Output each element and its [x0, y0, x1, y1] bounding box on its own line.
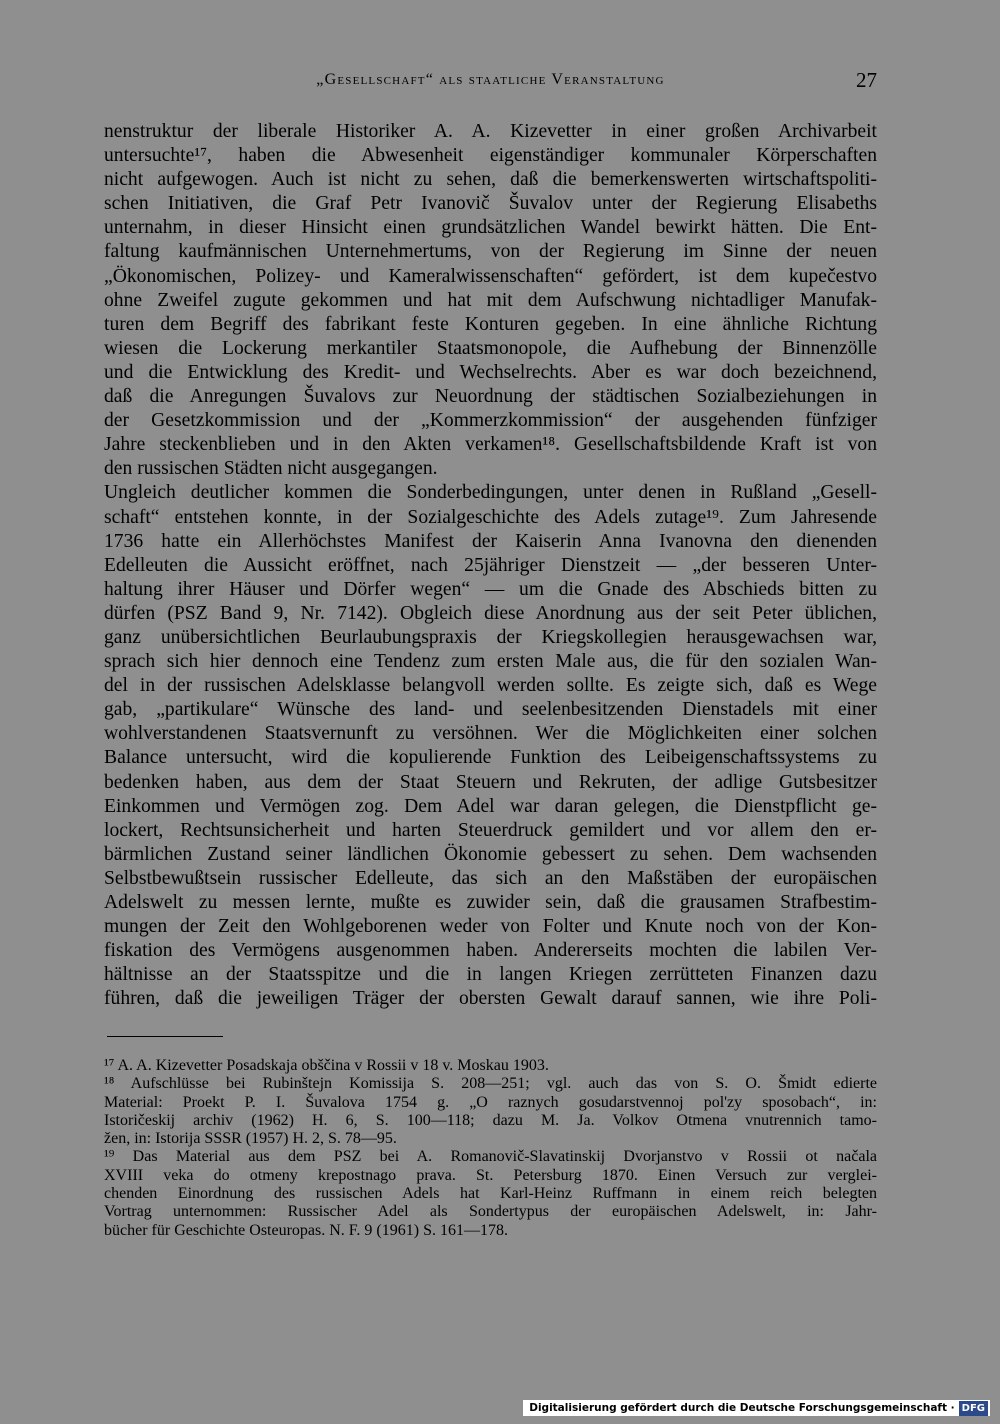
text-line: führen, daß die jeweiligen Träger der obersten Gewalt darauf sannen, wie ihre Poli- — [104, 988, 877, 1010]
text-line: den russischen Städten nicht ausgegangen. — [104, 458, 438, 480]
footnote-line: bücher für Geschichte Osteuropas. N. F. 9 (1961) S. 161—178. — [104, 1221, 508, 1239]
text-line: ganz unübersichtlichen Beurlaubungspraxis der Kriegskollegien herausgewachsen war, — [104, 626, 877, 648]
text-line: turen dem Begriff des fabrikant feste Konturen gegeben. In eine ähnliche Richtung — [104, 313, 877, 335]
text-line: bedenken haben, aus dem der Staat Steuern und Rekruten, der adlige Gutsbesitzer — [104, 771, 877, 793]
text-line: Adelswelt zu messen lernte, mußte es zuwider sein, daß die grausamen Strafbestim- — [104, 892, 877, 913]
footnotes-block — [104, 1057, 877, 1240]
text-line: nicht aufgewogen. Auch ist nicht zu sehen, daß die bemerkenswerten wirtschaftspoliti- — [104, 169, 877, 191]
text-line: dürfen (PSZ Band 9, Nr. 7142). Obgleich diese Anordnung aus der seit Peter üblichen, — [104, 602, 877, 624]
text-line: haltung ihrer Häuser und Dörfer wegen“ — um die Gnade des Abschieds bitten zu — [104, 578, 877, 600]
footnote-line: chenden Einordnung des russischen Adels hat Karl-Heinz Ruffmann in einem reich belegten — [104, 1185, 877, 1203]
text-line: daß die Anregungen Šuvalovs zur Neuordnung der städtischen Sozialbeziehungen in — [104, 386, 877, 408]
text-line: gab, „partikulare“ Wünsche des land- und seelenbesitzenden Dienstadels mit einer — [104, 699, 877, 721]
main-text-block — [104, 120, 877, 1011]
running-title: „Gesellschaft“ als staatliche Veranstaltung — [316, 71, 665, 88]
text-line: sprach sich hier dennoch eine Tendenz zum ersten Male aus, die für den sozialen Wan- — [104, 651, 877, 673]
text-line: Selbstbewußtsein russischer Edelleute, das sich an den Maßstäben der europäischen — [104, 867, 877, 889]
text-line: fiskation des Vermögens ausgenommen haben. Andererseits mochten die labilen Ver- — [104, 940, 877, 962]
text-line: faltung kaufmännischen Unternehmertums, von der Regierung im Sinne der neuen — [104, 241, 877, 263]
text-line: untersuchte¹⁷, haben die Abwesenheit eigenständiger kommunaler Körperschaften — [104, 145, 877, 167]
footer-banner-text: Digitalisierung gefördert durch die Deutsche Forschungsgemeinschaft · — [529, 1402, 955, 1414]
footnote-line: XVIII veka do otmeny krepostnago prava. St. Petersburg 1870. Einen Versuch zur verglei- — [104, 1166, 877, 1184]
text-line: Jahre steckenblieben und in den Akten verkamen¹⁸. Gesellschaftsbildende Kraft ist von — [104, 434, 877, 456]
page-header — [104, 68, 877, 96]
page-number: 27 — [856, 68, 877, 92]
text-line: Einkommen und Vermögen zog. Dem Adel war daran gelegen, die Dienstpflicht ge- — [104, 795, 877, 817]
footnote-line: ¹⁷ A. A. Kizevetter Posadskaja obščina v Rossii v 18 v. Moskau 1903. — [104, 1057, 549, 1074]
text-line: unternahm, in dieser Hinsicht einen grundsätzlichen Wandel bewirkt hätten. Die Ent- — [104, 217, 877, 239]
text-line: wiesen die Lockerung merkantiler Staatsmonopole, die Aufhebung der Binnenzölle — [104, 337, 877, 359]
text-line: bärmlichen Zustand seiner ländlichen Ökonomie gebessert zu sehen. Dem wachsenden — [104, 843, 877, 865]
text-line: der Gesetzkommission und der „Kommerzkommission“ der ausgehenden fünfziger — [104, 410, 877, 432]
footnote-divider — [107, 1036, 223, 1037]
text-line: schaft“ entstehen konnte, in der Sozialgeschichte des Adels zutage¹⁹. Zum Jahresende — [104, 506, 877, 528]
text-line: „Ökonomischen, Polizey- und Kameralwissenschaften“ gefördert, ist dem kupečestvo — [104, 265, 877, 287]
text-line: ohne Zweifel zugute gekommen und hat mit dem Aufschwung nichtadliger Manufak- — [104, 289, 877, 311]
text-line: lockert, Rechtsunsicherheit und harten Steuerdruck gemildert und vor allem den er- — [104, 819, 877, 841]
text-line: hältnisse an der Staatsspitze und die in langen Kriegen zerrütteten Finanzen dazu — [104, 964, 877, 986]
footnote-line: ¹⁹ Das Material aus dem PSZ bei A. Romanovič-Slavatinskij Dvorjanstvo v Rossii ot načala — [104, 1148, 877, 1166]
footnote-line: žen, in: Istorija SSSR (1957) H. 2, S. 78—95. — [104, 1130, 397, 1148]
text-line: wohlverstandenen Staatsvernunft zu versöhnen. Wer die Möglichkeiten einer solchen — [104, 723, 877, 745]
text-line: nenstruktur der liberale Historiker A. A. Kizevetter in einer großen Archivarbeit — [104, 121, 877, 142]
text-line: 1736 hatte ein Allerhöchstes Manifest der Kaiserin Anna Ivanovna den dienenden — [104, 530, 877, 552]
text-line: mungen der Zeit den Wohlgeborenen weder von Folter und Knute noch von der Kon- — [104, 916, 877, 938]
footnote-line: ¹⁸ Aufschlüsse bei Rubinštejn Komissija S. 208—251; vgl. auch das von S. O. Šmidt edierte — [104, 1075, 877, 1093]
text-line: del in der russischen Adelsklasse belangvoll werden sollte. Es zeigte sich, daß es Wege — [104, 675, 877, 697]
dfg-footer-banner — [523, 1400, 990, 1416]
footnote-line: Istoričeskij archiv (1962) H. 6, S. 100—118; dazu M. Ja. Volkov Otmena vnutrennich tamo- — [104, 1111, 877, 1129]
text-line: Balance untersucht, wird die kopulierende Funktion des Leibeigenschaftssystems zu — [104, 747, 877, 769]
text-line: schen Initiativen, die Graf Petr Ivanovič Šuvalov unter der Regierung Elisabeths — [104, 193, 877, 215]
text-line: Ungleich deutlicher kommen die Sonderbedingungen, unter denen in Rußland „Gesell- — [104, 482, 877, 504]
text-line: Edelleuten die Aussicht eröffnet, nach 25jähriger Dienstzeit — „der besseren Unter- — [104, 554, 877, 576]
text-line: und die Entwicklung des Kredit- und Wechselrechts. Aber es war doch bezeichnend, — [104, 361, 877, 383]
footnote-line: Vortrag unternommen: Russischer Adel als Sondertypus der europäischen Adelswelt, in: Jahr- — [104, 1203, 877, 1221]
dfg-logo: DFG — [959, 1401, 988, 1416]
footnote-line: Material: Proekt P. I. Šuvalova 1754 g. „O raznych gosudarstvennoj pol'zy sposobach“, in: — [104, 1093, 877, 1111]
